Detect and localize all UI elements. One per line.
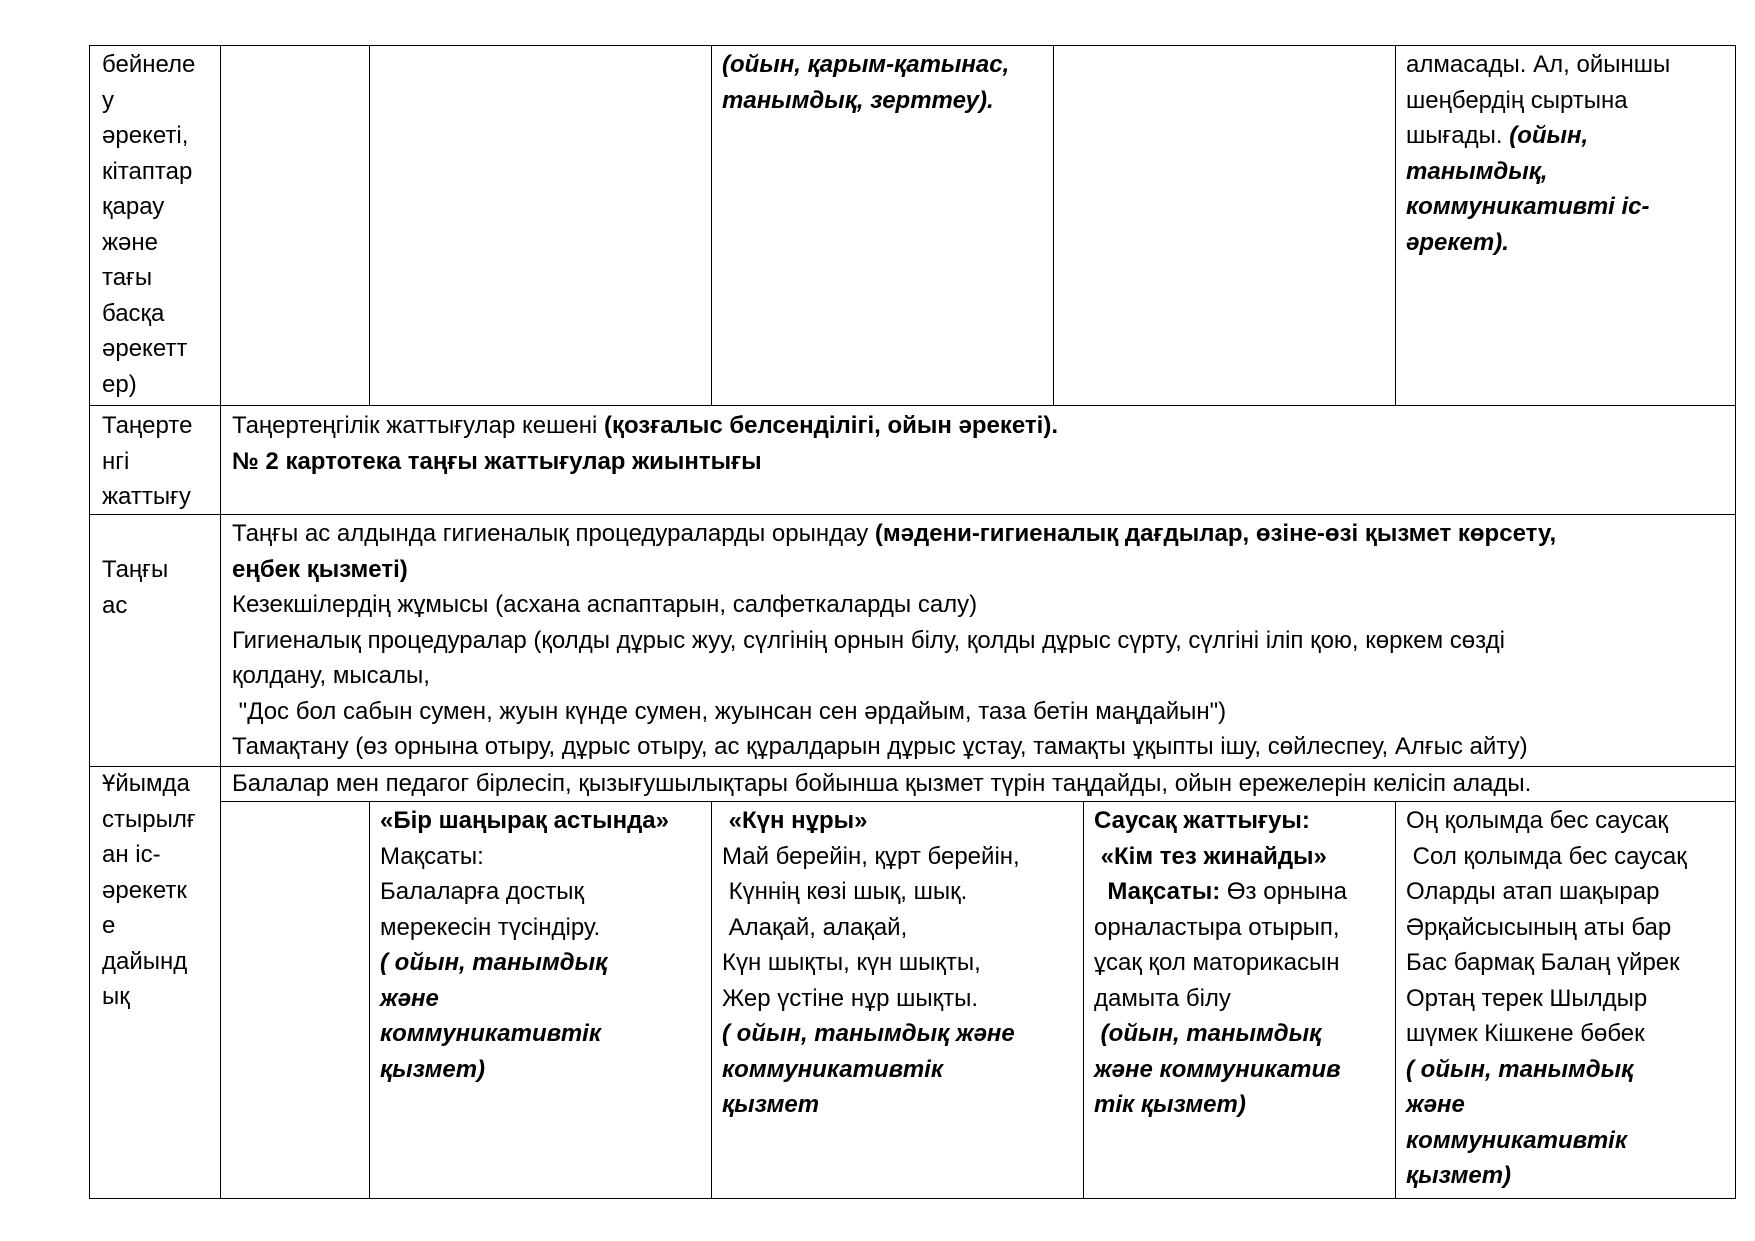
row4-label: Ұйымда стырылғ ан іс- әрекетк е дайынд ық [102,770,196,1010]
row4-col4: Саусақ жаттығуы: «Кім тез жинайды» Мақсаты: Өз орнына орналастыра отырып, ұсақ қол маторикасын дамыта білу (ойын, танымдық және коммуникатив тік қызмет) [1094,807,1348,1118]
row1-col3-text: (ойын, қарым-қатынас, танымдық, зерттеу). [722,51,1010,114]
row3-content: Таңғы ас алдында гигиеналық процедураларды орындау (мәдени-гигиеналық дағдылар, өзіне-өзі қызмет көрсету, еңбек қызметі) Кезекшілердің жұмысы (асхана аспаптарын, салфеткаларды салу) Гигиеналық процедуралар (қолды дұрыс жуу, сүлгінің орнын білу, қолды дұрыс сүрту, сүлгіні іліп қою, көркем сөзді қолдану, мысалы, "Дос бол сабын сумен, жуын күнде сумен, жуынсан сен әрдайым, таза бетін маңдайын") Тамақтану (өз орнына отыру, дұрыс отыру, ас құралдарын дұрыс ұстау, тамақты ұқыпты ішу, сөйлеспеу, Алғыс айту) [232,520,1557,760]
row4-col5: Оң қолымда бес саусақ Сол қолымда бес саусақ Оларды атап шақырар Әрқайсысының аты бар Бас бармақ Балаң үйрек Ортаң терек Шылдыр шүмек Кішкене бөбек ( ойын, танымдық және коммуникативтік қызмет) [1406,807,1687,1189]
row2-label: Таңерте нгі жаттығу [102,412,193,510]
row4-col2: «Бір шаңырақ астында» Мақсаты: Балаларға достық мерекесін түсіндіру. ( ойын, танымдық және коммуникативтік қызмет) [380,807,669,1083]
row1-col5-text: алмасады. Ал, ойыншы шеңбердің сыртына шығады. (ойын, танымдық, коммуникативті іс- әрекет). [1406,51,1671,256]
row1-label: бейнеле у әрекеті, кітаптар қарау және тағы басқа әрекетт ер) [102,51,196,398]
row3-label: Таңғы ас [102,556,169,619]
row4-intro: Балалар мен педагог бірлесіп, қызығушылықтары бойынша қызмет түрін таңдайды, ойын ережелерін келісіп алады. [232,770,1532,797]
row2-content: Таңертеңгілік жаттығулар кешені (қозғалыс белсенділігі, ойын әрекеті). № 2 картотека таңғы жаттығулар жиынтығы [232,412,1058,475]
row4-col3: «Күн нұры» Май берейін, құрт берейін, Күннің көзі шық, шық. Алақай, алақай, Күн шықты, күн шықты, Жер үстіне нұр шықты. ( ойын, танымдық және коммуникативтік қызмет [722,807,1020,1118]
